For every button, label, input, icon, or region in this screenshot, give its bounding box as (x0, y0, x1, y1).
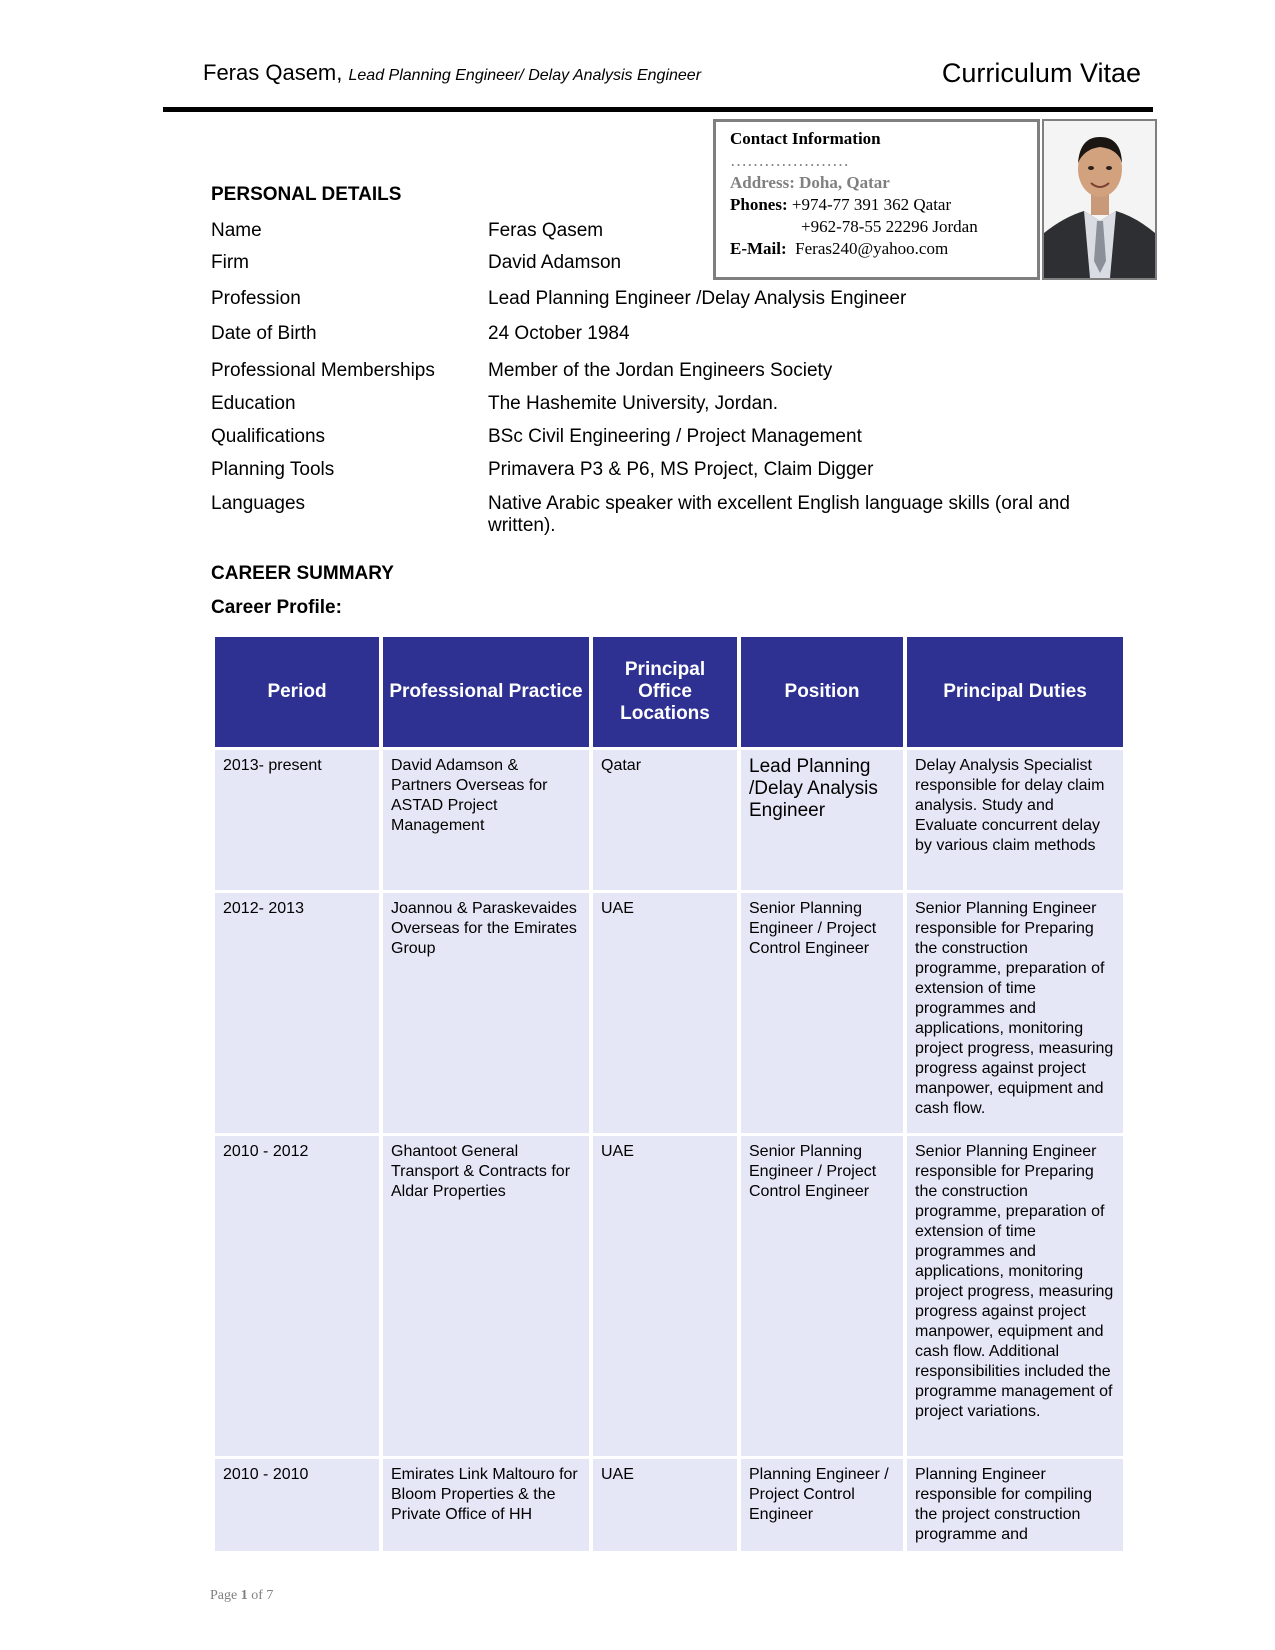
email-address: Feras240@yahoo.com (795, 239, 949, 258)
career-profile-subheading: Career Profile: (211, 597, 342, 618)
cell-position: Senior Planning Engineer / Project Control Engineer (741, 1136, 903, 1456)
pd-label: Qualifications (211, 426, 326, 447)
cell-location: UAE (593, 1136, 737, 1456)
cv-header-name-title (203, 60, 701, 86)
page-word: Page (210, 1588, 238, 1603)
pd-value: 24 October 1984 (488, 323, 630, 344)
phone-qatar: +974-77 391 362 Qatar (791, 195, 952, 214)
pd-value: David Adamson (488, 252, 622, 273)
cell-position: Lead Planning /Delay Analysis Engineer (741, 750, 903, 890)
table-header-row (215, 637, 1123, 747)
contact-phone-line-1 (730, 194, 1023, 216)
contact-address: Address: Doha, Qatar (730, 173, 890, 192)
pd-label: Planning Tools (211, 459, 335, 480)
header-name: Feras Qasem (203, 60, 337, 85)
cell-period: 2013- present (215, 750, 379, 890)
cell-practice: Ghantoot General Transport & Contracts for Aldar Properties (383, 1136, 589, 1456)
document-type-title: Curriculum Vitae (941, 58, 1141, 88)
header-divider (163, 107, 1153, 112)
pd-value: BSc Civil Engineering / Project Management (488, 426, 862, 447)
pd-value: Native Arabic speaker with excellent English language skills (oral and written). (488, 493, 1070, 536)
col-header-period: Period (215, 637, 379, 747)
cell-duties: Delay Analysis Specialist responsible for delay claim analysis. Study and Evaluate concurrent delay by various claim methods (907, 750, 1123, 890)
pd-value: Member of the Jordan Engineers Society (488, 360, 833, 381)
cell-duties: Senior Planning Engineer responsible for Preparing the construction programme, preparation of extension of time programmes and applications, monitoring project progress, measuring progress against project manpower, equipment and cash flow. Additional responsibilities included the programme management of project variations. (907, 1136, 1123, 1456)
phone-jordan: +962-78-55 22296 Jordan (801, 217, 978, 236)
pd-label: Professional Memberships (211, 360, 435, 381)
cell-practice: Joannou & Paraskevaides Overseas for the Emirates Group (383, 893, 589, 1133)
pd-label: Education (211, 393, 296, 414)
cell-position: Senior Planning Engineer / Project Control Engineer (741, 893, 903, 1133)
col-header-duties: Principal Duties (907, 637, 1123, 747)
pd-value: Lead Planning Engineer /Delay Analysis Engineer (488, 288, 907, 309)
table-row (215, 750, 1123, 890)
career-profile-table (211, 634, 1127, 1554)
page-number-footer (210, 1588, 273, 1604)
personal-details-heading: PERSONAL DETAILS (211, 184, 402, 205)
col-header-locations: Principal Office Locations (593, 637, 737, 747)
pd-value: Feras Qasem (488, 220, 604, 241)
cell-period: 2012- 2013 (215, 893, 379, 1133)
pd-label: Languages (211, 493, 306, 514)
phones-label: Phones: (730, 195, 788, 214)
pd-value: The Hashemite University, Jordan. (488, 393, 779, 414)
table-row (215, 1136, 1123, 1456)
cell-period: 2010 - 2012 (215, 1136, 379, 1456)
cell-practice: David Adamson & Partners Overseas for ASTAD Project Management (383, 750, 589, 890)
page-current: 1 (240, 1588, 248, 1603)
pd-label: Profession (211, 288, 301, 309)
col-header-position: Position (741, 637, 903, 747)
cell-position: Planning Engineer / Project Control Engineer (741, 1459, 903, 1551)
table-row (215, 893, 1123, 1133)
cell-location: UAE (593, 1459, 737, 1551)
pd-label: Name (211, 220, 262, 241)
email-label: E-Mail: (730, 239, 787, 258)
cell-duties: Planning Engineer responsible for compiling the project construction programme and (907, 1459, 1123, 1551)
header-comma: , (336, 60, 349, 85)
table-row (215, 1459, 1123, 1551)
cell-practice: Emirates Link Maltouro for Bloom Properties & the Private Office of HH (383, 1459, 589, 1551)
pd-label: Date of Birth (211, 323, 317, 344)
cell-duties: Senior Planning Engineer responsible for Preparing the construction programme, preparation of extension of time programmes and applications, monitoring project progress, measuring progress against project manpower, equipment and cash flow. (907, 893, 1123, 1133)
pd-value: Primavera P3 & P6, MS Project, Claim Digger (488, 459, 874, 480)
cell-period: 2010 - 2010 (215, 1459, 379, 1551)
contact-heading: Contact Information (730, 129, 881, 148)
header-job-title: Lead Planning Engineer/ Delay Analysis Engineer (348, 67, 702, 84)
col-header-practice: Professional Practice (383, 637, 589, 747)
page-total: 7 (266, 1588, 274, 1603)
of-word: of (251, 1588, 263, 1603)
career-summary-heading: CAREER SUMMARY (211, 563, 394, 584)
cell-location: Qatar (593, 750, 737, 890)
cell-location: UAE (593, 893, 737, 1133)
contact-dots: ………………… (730, 151, 849, 170)
pd-label: Firm (211, 252, 249, 273)
